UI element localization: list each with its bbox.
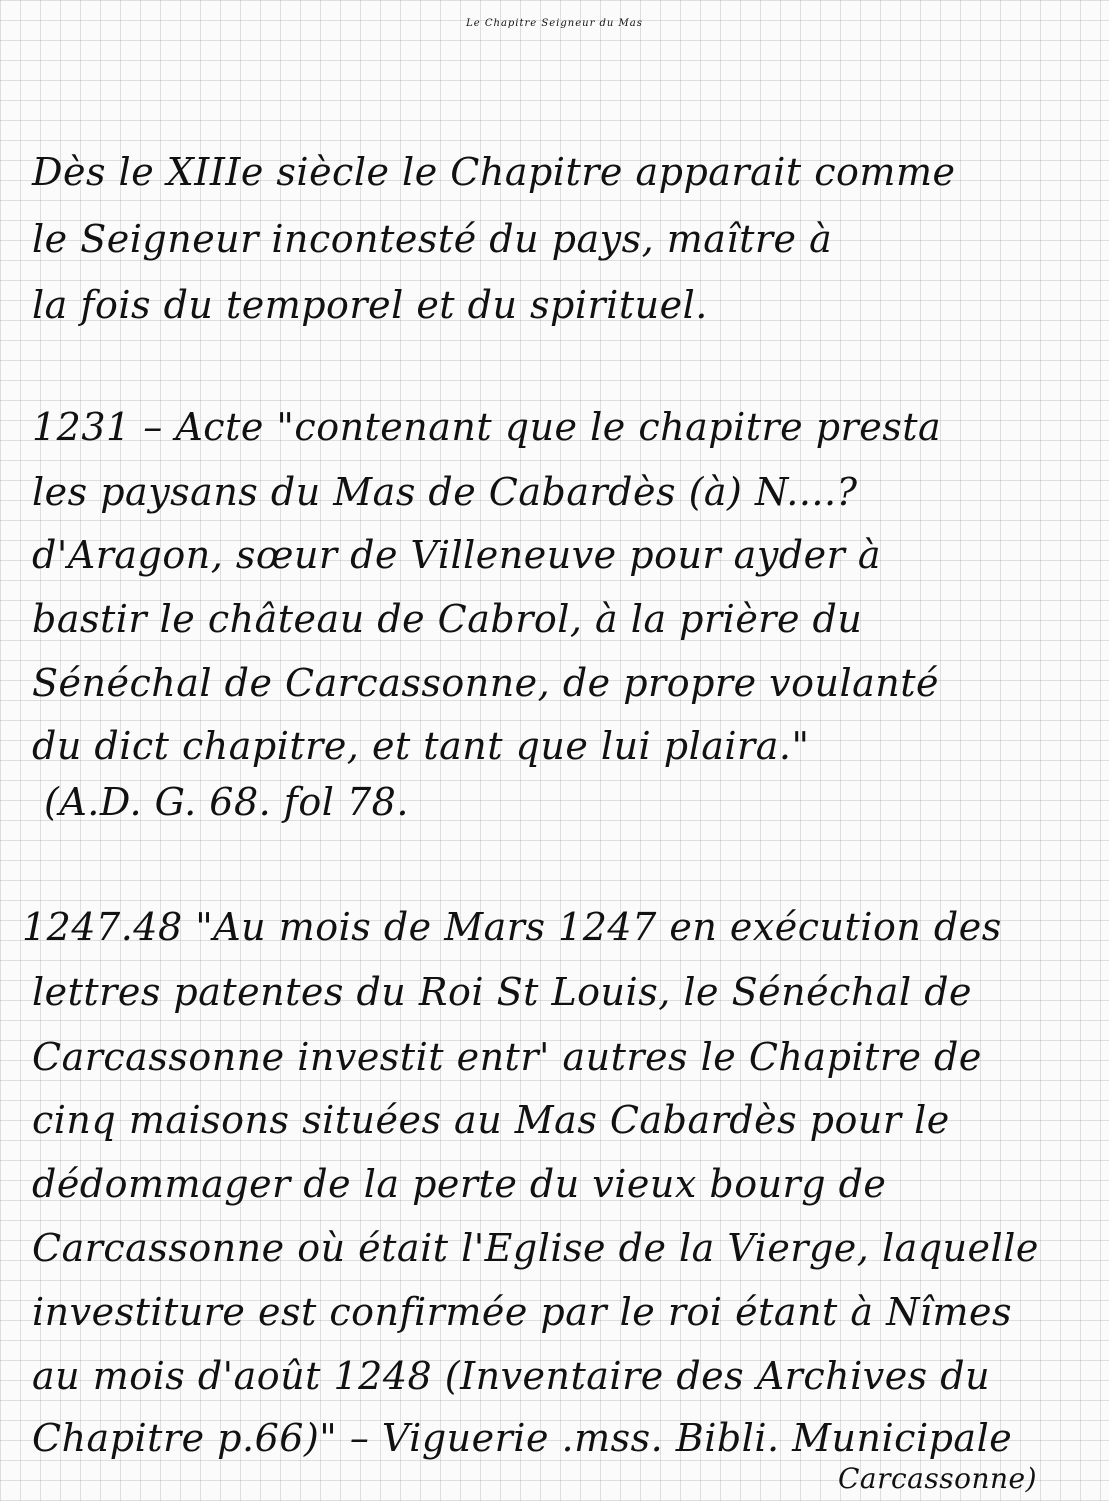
paragraph-2-line-4: bastir le château de Cabrol, à la prière du [32, 597, 863, 641]
page-title: Le Chapitre Seigneur du Mas [466, 18, 643, 29]
paragraph-2-line-6: du dict chapitre, et tant que lui plaira." [32, 724, 810, 768]
paragraph-3-line-1: 1247.48 "Au mois de Mars 1247 en exécution des [22, 905, 1002, 949]
paragraph-3-line-6: Carcassonne où était l'Eglise de la Vierge, laquelle [32, 1226, 1039, 1270]
paragraph-1-line-1: Dès le XIIIe siècle le Chapitre apparait comme [32, 150, 956, 194]
paragraph-2-line-1: 1231 – Acte "contenant que le chapitre presta [32, 405, 942, 449]
paragraph-3-line-8: au mois d'août 1248 (Inventaire des Archives du [32, 1354, 991, 1398]
paragraph-3-line-7: investiture est confirmée par le roi étant à Nîmes [32, 1290, 1013, 1334]
paragraph-3-line-3: Carcassonne investit entr' autres le Chapitre de [32, 1035, 982, 1079]
paragraph-3-line-9: Chapitre p.66)" – Viguerie .mss. Bibli. Municipale [32, 1416, 1013, 1460]
paragraph-3-line-10: Carcassonne) [838, 1462, 1038, 1495]
paragraph-3-line-4: cinq maisons situées au Mas Cabardès pour le [32, 1098, 950, 1142]
paragraph-1-line-2: le Seigneur incontesté du pays, maître à [32, 217, 833, 261]
paragraph-3-line-2: lettres patentes du Roi St Louis, le Sénéchal de [32, 970, 973, 1014]
paragraph-2-line-2: les paysans du Mas de Cabardès (à) N....? [32, 470, 858, 514]
paragraph-2-line-5: Sénéchal de Carcassonne, de propre voulanté [32, 661, 940, 705]
paragraph-2-line-7: (A.D. G. 68. fol 78. [44, 780, 409, 824]
paragraph-3-line-5: dédommager de la perte du vieux bourg de [32, 1162, 887, 1206]
paragraph-1-line-3: la fois du temporel et du spirituel. [32, 283, 708, 327]
paragraph-2-line-3: d'Aragon, sœur de Villeneuve pour ayder à [32, 533, 882, 577]
